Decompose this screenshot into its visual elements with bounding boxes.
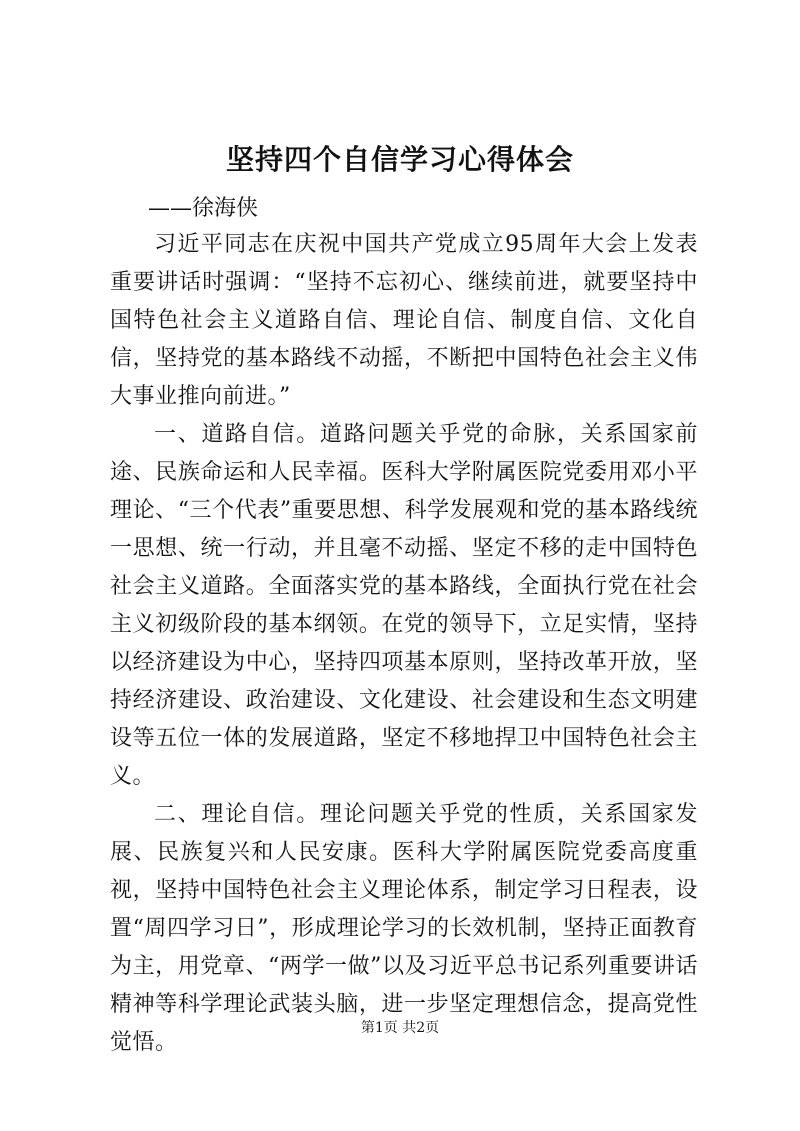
paragraph-theory-confidence: 二、理论自信。理论问题关乎党的性质，关系国家发展、民族复兴和人民安康。医科大学附属医院党委高度重视，坚持中国特色社会主义理论体系，制定学习日程表，设置“周四学习日”，形成理论学习的长效机制，坚持正面教育为主，用党章、“两学一做”以及习近平总书记系列重要讲话精神等科学理论武装头脑，进一步坚定理想信念，提高党性觉悟。 bbox=[110, 802, 698, 1055]
paragraph-intro: 习近平同志在庆祝中国共产党成立95周年大会上发表重要讲话时强调：“坚持不忘初心、继续前进，就要坚持中国特色社会主义道路自信、理论自信、制度自信、文化自信，坚持党的基本路线不动摇，不断把中国特色社会主义伟大事业推向前进。” bbox=[110, 232, 698, 409]
document-author: ——徐海侠 bbox=[148, 196, 259, 221]
page-footer: 第1页 共2页 bbox=[360, 1020, 440, 1036]
document-title: 坚持四个自信学习心得体会 bbox=[225, 143, 574, 176]
document-body bbox=[110, 226, 698, 1062]
paragraph-road-confidence: 一、道路自信。道路问题关乎党的命脉，关系国家前途、民族命运和人民幸福。医科大学附属医院党委用邓小平理论、“三个代表”重要思想、科学发展观和党的基本路线统一思想、统一行动，并且毫不动摇、坚定不移的走中国特色社会主义道路。全面落实党的基本路线，全面执行党在社会主义初级阶段的基本纲领。在党的领导下，立足实情，坚持以经济建设为中心，坚持四项基本原则，坚持改革开放，坚持经济建设、政治建设、文化建设、社会建设和生态文明建设等五位一体的发展道路，坚定不移地捍卫中国特色社会主义。 bbox=[110, 422, 698, 789]
